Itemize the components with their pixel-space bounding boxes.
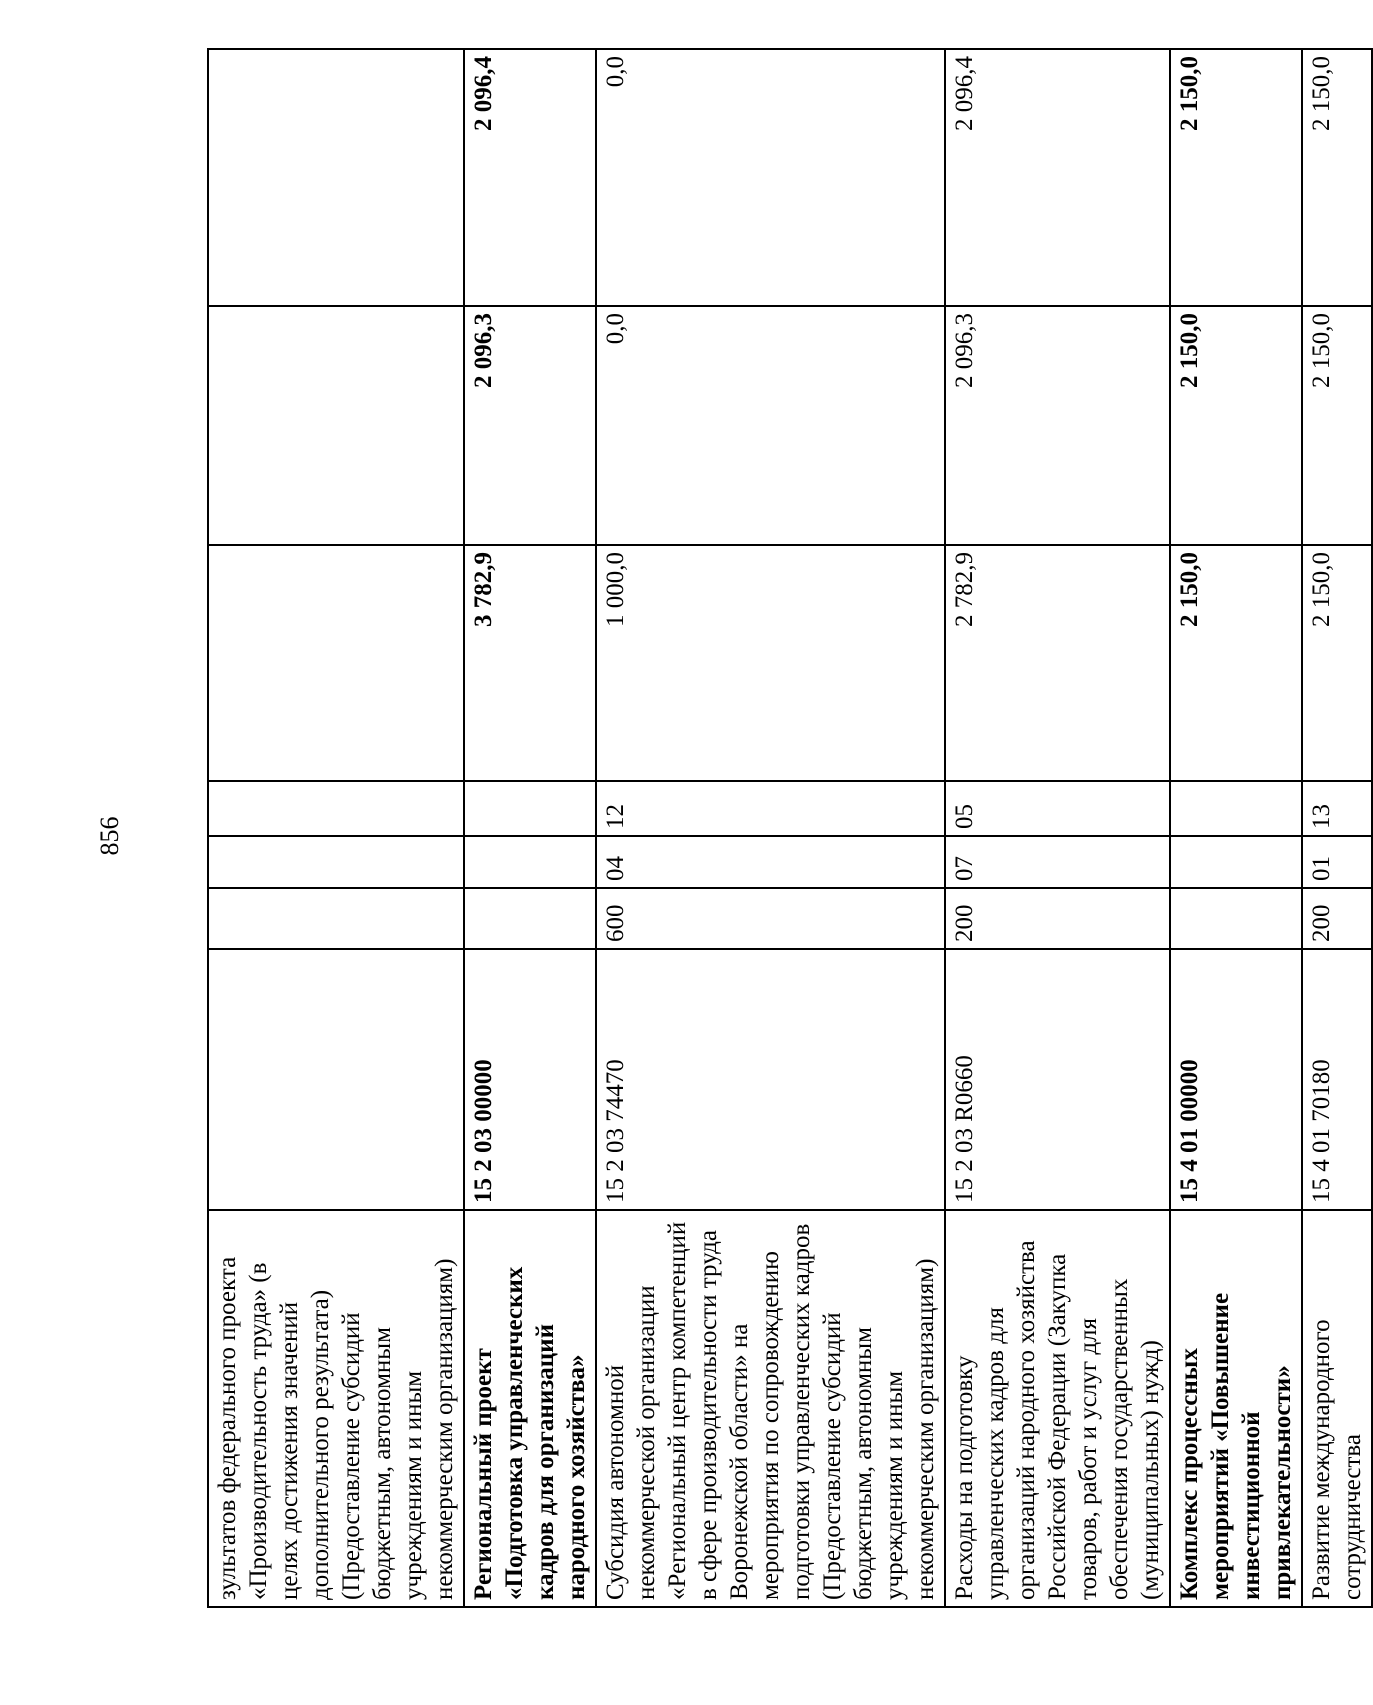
budget-table: [207, 48, 1373, 1608]
expense-type-cell: 200: [945, 888, 1170, 949]
subsection-cell: [208, 781, 464, 836]
section-cell: 04: [596, 836, 945, 888]
table-row: [945, 49, 1170, 1607]
section-cell: [208, 836, 464, 888]
subsection-cell: 12: [596, 781, 945, 836]
table-row: [1302, 49, 1372, 1607]
amount-year3-cell: 2 096,4: [464, 49, 596, 306]
amount-year2-cell: [208, 306, 464, 545]
amount-year2-cell: 2 096,3: [464, 306, 596, 545]
amount-year3-cell: 0,0: [596, 49, 945, 306]
budget-code-cell: 15 2 03 74470: [596, 949, 945, 1210]
expense-type-cell: 600: [596, 888, 945, 949]
amount-year1-cell: 2 150,0: [1170, 545, 1302, 781]
table-row: [596, 49, 945, 1607]
expense-type-cell: 200: [1302, 888, 1372, 949]
amount-year3-cell: [208, 49, 464, 306]
amount-year1-cell: 1 000,0: [596, 545, 945, 781]
page-number: 856: [95, 816, 124, 856]
budget-code-cell: 15 2 03 00000: [464, 949, 596, 1210]
table-row: [464, 49, 596, 1607]
amount-year3-cell: 2 096,4: [945, 49, 1170, 306]
expense-type-cell: [464, 888, 596, 949]
table-row: [208, 49, 464, 1607]
row-name-cell: Развитие международного сотрудничества: [1302, 1210, 1372, 1607]
subsection-cell: [464, 781, 596, 836]
expense-type-cell: [1170, 888, 1302, 949]
expense-type-cell: [208, 888, 464, 949]
section-cell: [464, 836, 596, 888]
amount-year1-cell: 3 782,9: [464, 545, 596, 781]
budget-code-cell: 15 4 01 00000: [1170, 949, 1302, 1210]
row-name-cell: зультатов федерального проекта «Производительность труда» (в целях достижения значений дополнительного результата) (Предоставление субсидий бюджетным, автономным учреждениям и иным некоммерческим организациям): [208, 1210, 464, 1607]
row-name-cell: Комплекс процессных мероприятий «Повышение инвестиционной привлекательности»: [1170, 1210, 1302, 1607]
amount-year2-cell: 2 150,0: [1170, 306, 1302, 545]
budget-code-cell: 15 4 01 70180: [1302, 949, 1372, 1210]
section-cell: 01: [1302, 836, 1372, 888]
amount-year2-cell: 2 150,0: [1302, 306, 1372, 545]
subsection-cell: 05: [945, 781, 1170, 836]
row-name-cell: Региональный проект «Подготовка управленческих кадров для организаций народного хозяйства»: [464, 1210, 596, 1607]
row-name-cell: Субсидия автономной некоммерческой организации «Региональный центр компетенций в сфере производительности труда Воронежской области» на мероприятия по сопровождению подготовки управленческих кадров (Предоставление субсидий бюджетным, автономным учреждениям и иным некоммерческим организациям): [596, 1210, 945, 1607]
subsection-cell: 13: [1302, 781, 1372, 836]
budget-code-cell: [208, 949, 464, 1210]
amount-year1-cell: 2 782,9: [945, 545, 1170, 781]
amount-year3-cell: 2 150,0: [1302, 49, 1372, 306]
amount-year2-cell: 0,0: [596, 306, 945, 545]
budget-code-cell: 15 2 03 R0660: [945, 949, 1170, 1210]
amount-year3-cell: 2 150,0: [1170, 49, 1302, 306]
row-name-cell: Расходы на подготовку управленческих кадров для организаций народного хозяйства Российской Федерации (Закупка товаров, работ и услуг для обеспечения государственных (муниципальных) нужд): [945, 1210, 1170, 1607]
table-row: [1170, 49, 1302, 1607]
amount-year1-cell: [208, 545, 464, 781]
section-cell: [1170, 836, 1302, 888]
amount-year1-cell: 2 150,0: [1302, 545, 1372, 781]
amount-year2-cell: 2 096,3: [945, 306, 1170, 545]
section-cell: 07: [945, 836, 1170, 888]
subsection-cell: [1170, 781, 1302, 836]
budget-table-container: [207, 56, 1366, 1608]
